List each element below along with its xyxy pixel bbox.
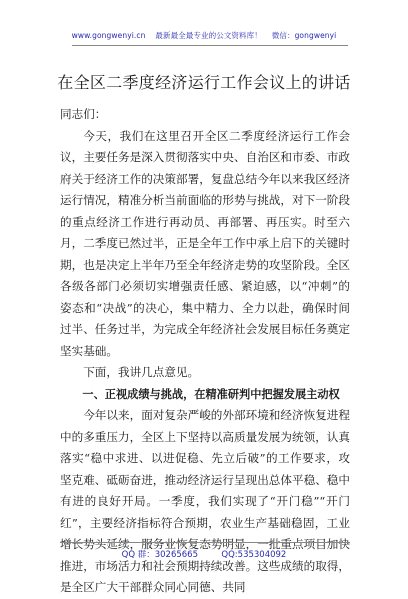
salutation: 同志们：	[60, 107, 107, 121]
header-rule	[72, 45, 348, 46]
header-site: www.gongwenyi.cn	[71, 31, 146, 40]
footer-rule	[60, 542, 350, 543]
footer-qq-group: QQ 群：30265665	[121, 550, 199, 560]
document-title: 在全区二季度经济运行工作会议上的讲话	[57, 73, 351, 92]
document-body	[60, 104, 350, 599]
paragraph-section-1: 今年以来，面对复杂严峻的外部环境和经济恢复进程中的多重压力，全区上下坚持以高质量发展为统领，认真落实“稳中求进、以进促稳、先立后破”的工作要求，攻坚克难、砥砺奋进，推动经济运行呈现出总体平稳、稳中有进的良好开局。一季度，我们实现了“开门稳”“开门红”，主要经济指标符合预期，农业生产基础稳固，工业增长势头延续，服务业恢复态势明显，一批重点项目加快推进，市场活力和社会预期持续改善。这些成绩的取得，是全区广大干部群众同心同德、共同	[60, 408, 350, 594]
page-header	[0, 30, 408, 41]
section-heading: 一、正视成绩与挑战，在精准研判中把握发展主动权	[82, 387, 340, 401]
header-slogan: 最新最全最专业的公文资料库！	[155, 31, 262, 40]
paragraph-intro: 今天，我们在这里召开全区二季度经济运行工作会议，主要任务是深入贯彻落实中央、自治区和市委、市政府关于经济工作的决策部署，复盘总结今年以来我区经济运行情况，精准分析当前面临的形势与挑战，对下一阶段的重点经济工作进行再动员、再部署、再压实。时至六月，二季度已然过半，正是全年工作中承上启下的关键时期，也是决定上半年乃至全年经济走势的攻坚阶段。全区各级各部门必须切实增强责任感、紧迫感，以“冲刺”的姿态和“决战”的决心，集中精力、全力以赴，确保时间过半、任务过半，为完成全年经济社会发展目标任务奠定坚实基础。	[60, 128, 350, 358]
header-wechat: 微信：gongwenyi	[271, 31, 337, 40]
footer-qq: QQ:535304092	[221, 550, 287, 560]
page-footer	[0, 548, 408, 560]
paragraph-transition: 下面，我讲几点意见。	[83, 365, 200, 379]
